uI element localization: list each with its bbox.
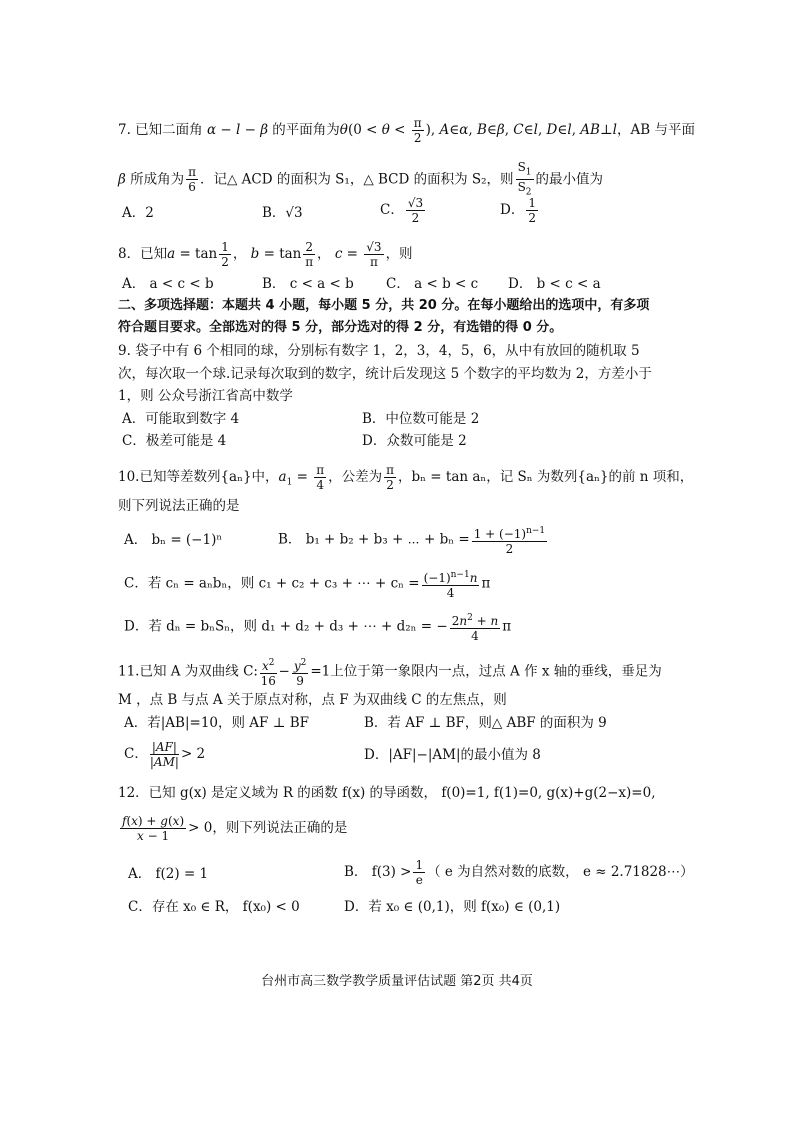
q9-line1: 9. 袋子中有 6 个相同的球，分别标有数字 1，2，3，4，5，6，从中有放回的随机取 5 [118,343,640,359]
q7-option-d: D． $\frac{1}{2}$ [500,196,536,225]
q7-line2: β 所成角为 $\frac{\pi}{6}$ ．记△ ACD 的面积为 S₁，△ BCD 的面积为 S₂，则 $\frac{S_1}{S_2}$ 的最小值为 [118,160,604,198]
q11-option-c: C． $\frac{|AF|}{|AM|}$ > 2 [124,740,206,769]
section2-line1: 二、多项选择题：本题共 4 小题，每小题 5 分，共 20 分。在每小题给出的选项中，有多项 [118,298,650,313]
q7-option-c: C． $\frac{√3}{2}$ [380,196,424,225]
q11-line2: M ，点 B 与点 A 关于原点对称，点 F 为双曲线 C 的左焦点，则 [118,692,507,708]
q7-option-b: B．√3 [262,205,303,221]
q10-option-a: A． bₙ = (−1)ⁿ [124,532,223,548]
q12-option-c: C．存在 x₀ ∈ R， f(x₀) < 0 [128,899,300,915]
q9-option-d: D．众数可能是 2 [362,433,467,449]
q12-line1: 12．已知 g(x) 是定义域为 R 的函数 f(x) 的导函数， f(0)=1, f(1)=0, g(x)+g(2−x)=0, [118,785,656,801]
q7-option-a: A．2 [122,205,154,221]
q8-line1: 8．已知a = tan $\frac{1}{2}$ ， b = tan $\frac{2}{\pi}$ ， c = $\frac{√3}{\pi}$ ，则 [118,240,413,269]
q12-option-a: A． f(2) = 1 [128,866,209,882]
q9-line2: 次，每次取一个球.记录每次取到的数字，统计后发现这 5 个数字的平均数为 2，方差小于 [118,366,652,382]
q9-line3: 1，则 公众号浙江省高中数学 [118,388,293,404]
q10-line1: 10.已知等差数列{aₙ}中，$a_1$ = $\frac{\pi}{4}$ ，公差为 $\frac{\pi}{2}$ ，bₙ = tan aₙ，记 Sₙ 为数列{aₙ}的前 n 项和， [118,463,694,492]
q10-option-c: C．若 cₙ = aₙbₙ，则 c₁ + c₂ + c₃ + ⋯ + cₙ = $\frac{(-1)^{n-1}n}{4}$ π [124,570,491,600]
q8-option-b: B． c < a < b [262,276,354,292]
q12-option-b: B． f(3) > $\frac{1}{e}$ （ e 为自然对数的底数， e ≈ 2.71828⋯） [344,858,694,887]
q11-option-b: B．若 AF ⊥ BF，则△ ABF 的面积为 9 [364,715,607,731]
q7-line1: 7. 已知二面角 α − l − β 的平面角为θ(0 < θ < $\frac{\pi}{2}$ ), A∈α, B∈β, C∈l, D∈l, AB⊥l，AB 与平面 [118,116,695,145]
q12-option-d: D．若 x₀ ∈ (0,1)，则 f(x₀) ∈ (0,1) [344,899,561,915]
q8-option-a: A． a < c < b [122,276,214,292]
q8-option-c: C． a < b < c [386,276,479,292]
q9-option-a: A．可能取到数字 4 [122,411,240,427]
q11-line1: 11.已知 A 为双曲线 C: $\frac{x^2}{16}$ − $\frac{y^2}{9}$ =1上位于第一象限内一点，过点 A 作 x 轴的垂线，垂足为 [118,658,662,688]
page-footer: 台州市高三数学教学质量评估试题 第2页 共4页 [261,974,533,989]
q11-option-d: D．|AF|−|AM|的最小值为 8 [364,747,541,763]
q10-option-d: D．若 dₙ = bₙSₙ，则 d₁ + d₂ + d₃ + ⋯ + d₂ₙ = − $\frac{2n^2 + n}{4}$ π [124,613,512,643]
q10-option-b: B． b₁ + b₂ + b₃ + ⋯ + bₙ = $\frac{1 + (-1)^{n-1}}{2}$ [278,526,546,556]
section2-line2: 符合题目要求。全部选对的得 5 分，部分选对的得 2 分，有选错的得 0 分。 [118,320,563,335]
q9-option-b: B．中位数可能是 2 [362,411,480,427]
q9-option-c: C．极差可能是 4 [122,433,227,449]
q11-option-a: A．若|AB|=10，则 AF ⊥ BF [124,715,309,731]
q8-option-d: D． b < c < a [508,276,601,292]
q12-line2: $\frac{f(x) + g(x)}{x - 1}$ > 0，则下列说法正确的是 [122,814,348,843]
q10-line2: 则下列说法正确的是 [118,498,240,514]
